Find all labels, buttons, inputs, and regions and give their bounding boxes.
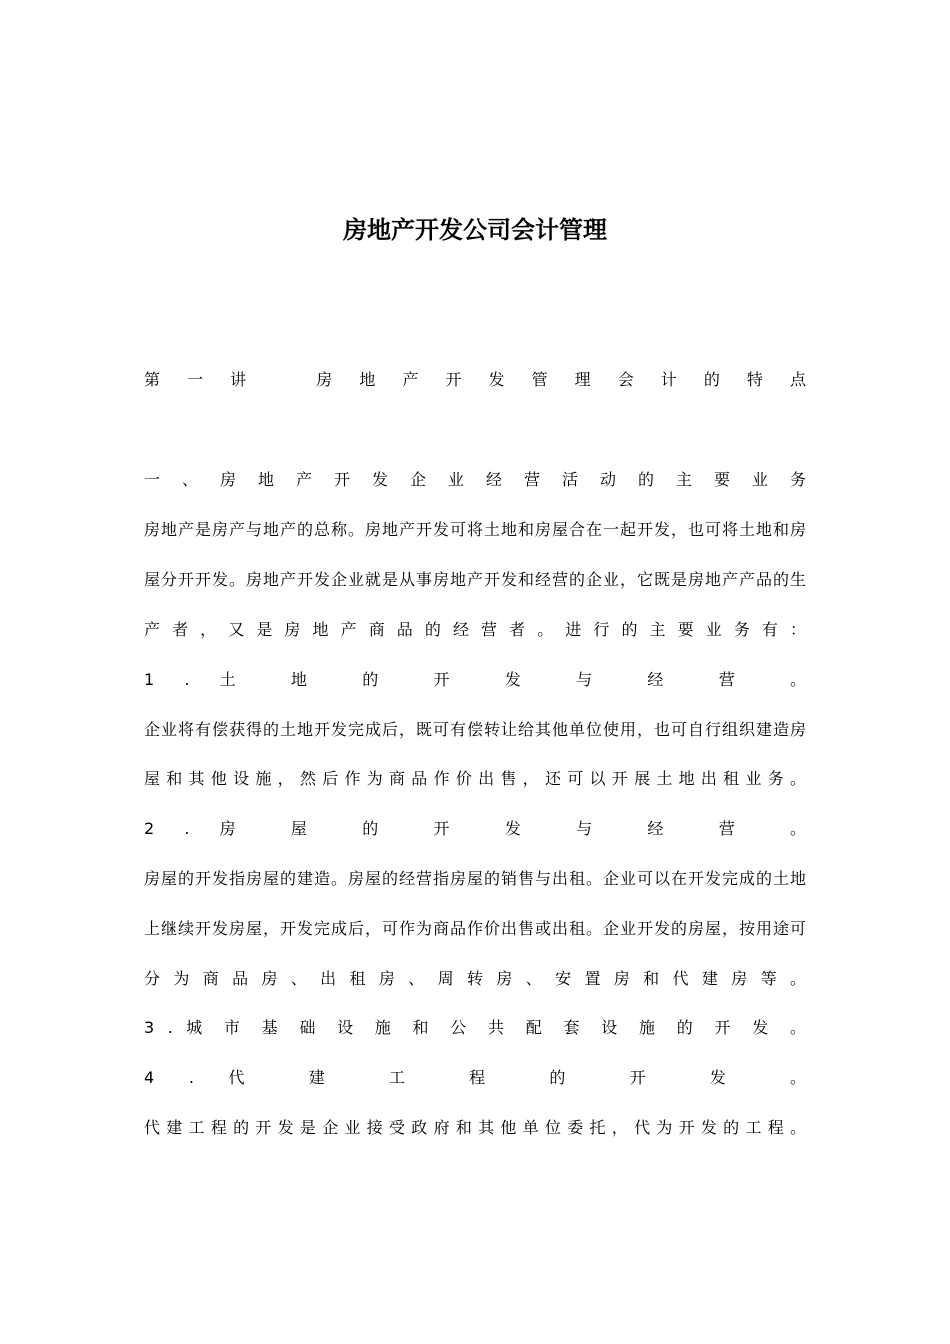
lecture-heading: 第 一 讲 房 地 产 开 发 管 理 会 计 的 特 点 [144, 370, 806, 389]
paragraph-line: 房地产是房产与地产的总称。房地产开发可将土地和房屋合在一起开发，也可将土地和房 [144, 520, 806, 539]
paragraph-line: 屋 和 其 他 设 施 ， 然 后 作 为 商 品 作 价 出 售 ， 还 可 以 开 展 土 地 出 租 业 务 。 [144, 769, 806, 788]
paragraph-line: 产 者 ， 又 是 房 地 产 商 品 的 经 营 者 。 进 行 的 主 要 业 务 有 ： [144, 620, 806, 639]
paragraph-line: 房屋的开发指房屋的建造。房屋的经营指房屋的销售与出租。企业可以在开发完成的土地 [144, 869, 806, 888]
paragraph-line: 屋分开开发。房地产开发企业就是从事房地产开发和经营的企业，它既是房地产产品的生 [144, 570, 806, 589]
item-3-heading: 3 . 城 市 基 础 设 施 和 公 共 配 套 设 施 的 开 发 。 [144, 1018, 806, 1037]
paragraph-line: 代 建 工 程 的 开 发 是 企 业 接 受 政 府 和 其 他 单 位 委 托 ， 代 为 开 发 的 工 程 。 [144, 1118, 806, 1137]
paragraph-line: 企业将有偿获得的土地开发完成后，既可有偿转让给其他单位使用，也可自行组织建造房 [144, 720, 806, 739]
item-2-heading: 2 . 房 屋 的 开 发 与 经 营 。 [144, 819, 806, 838]
paragraph-line: 分 为 商 品 房 、 出 租 房 、 周 转 房 、 安 置 房 和 代 建 房 等 。 [144, 969, 806, 988]
document-title: 房地产开发公司会计管理 [343, 216, 607, 244]
section-heading: 一 、 房 地 产 开 发 企 业 经 营 活 动 的 主 要 业 务 [144, 470, 806, 489]
item-4-heading: 4 . 代 建 工 程 的 开 发 。 [144, 1068, 806, 1087]
item-1-heading: 1 . 土 地 的 开 发 与 经 营 。 [144, 670, 806, 689]
paragraph-line: 上继续开发房屋，开发完成后，可作为商品作价出售或出租。企业开发的房屋，按用途可 [144, 919, 806, 938]
